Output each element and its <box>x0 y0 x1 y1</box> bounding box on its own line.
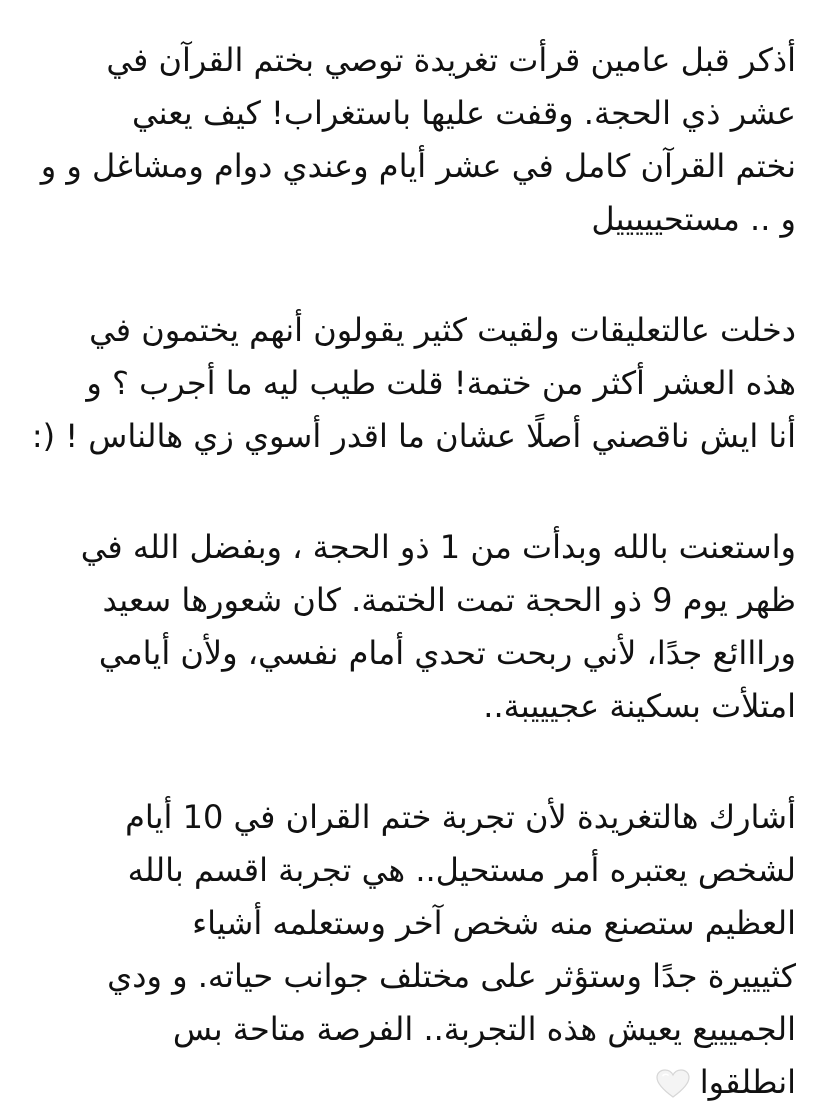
text-line: كثيييرة جدًا وستؤثر على مختلف جوانب حياته. و ودي <box>107 957 796 995</box>
paragraph-3 <box>32 521 796 733</box>
text-line-last <box>32 1056 796 1109</box>
text-line: امتلأت بسكينة عجيييبة.. <box>483 687 796 725</box>
text-line: و .. مستحيييييل <box>591 200 796 238</box>
text-line: دخلت عالتعليقات ولقيت كثير يقولون أنهم يختمون في <box>89 311 796 349</box>
text-line: الجميييع يعيش هذه التجربة.. الفرصة متاحة بس <box>172 1010 796 1048</box>
text-line: هذه العشر أكثر من ختمة! قلت طيب ليه ما أجرب ؟ و <box>86 364 796 402</box>
text-line: واستعنت بالله وبدأت من 1 ذو الحجة ، وبفضل الله في <box>80 528 796 566</box>
text-line: لشخص يعتبره أمر مستحيل.. هي تجربة اقسم بالله <box>127 851 796 889</box>
text-line: أذكر قبل عامين قرأت تغريدة توصي بختم القرآن في <box>106 41 796 79</box>
paragraph-4 <box>32 791 796 1109</box>
text-line: العظيم ستصنع منه شخص آخر وستعلمه أشياء <box>192 904 796 942</box>
text-line: عشر ذي الحجة. وقفت عليها باستغراب! كيف يعني <box>131 94 796 132</box>
white-heart-icon <box>656 1069 690 1099</box>
paragraph-1 <box>32 34 796 246</box>
text-line-last-content: انطلقوا <box>699 1063 796 1101</box>
paragraph-2 <box>32 304 796 463</box>
text-line: أنا ايش ناقصني أصلًا عشان ما اقدر أسوي زي هالناس ! (: <box>31 417 796 455</box>
text-line: ظهر يوم 9 ذو الحجة تمت الختمة. كان شعورها سعيد <box>102 581 796 619</box>
text-line: ورااائع جدًا، لأني ربحت تحدي أمام نفسي، ولأن أيامي <box>98 634 796 672</box>
text-line: أشارك هالتغريدة لأن تجربة ختم القران في 10 أيام <box>125 798 796 836</box>
text-line: نختم القرآن كامل في عشر أيام وعندي دوام ومشاغل و و <box>40 147 796 185</box>
